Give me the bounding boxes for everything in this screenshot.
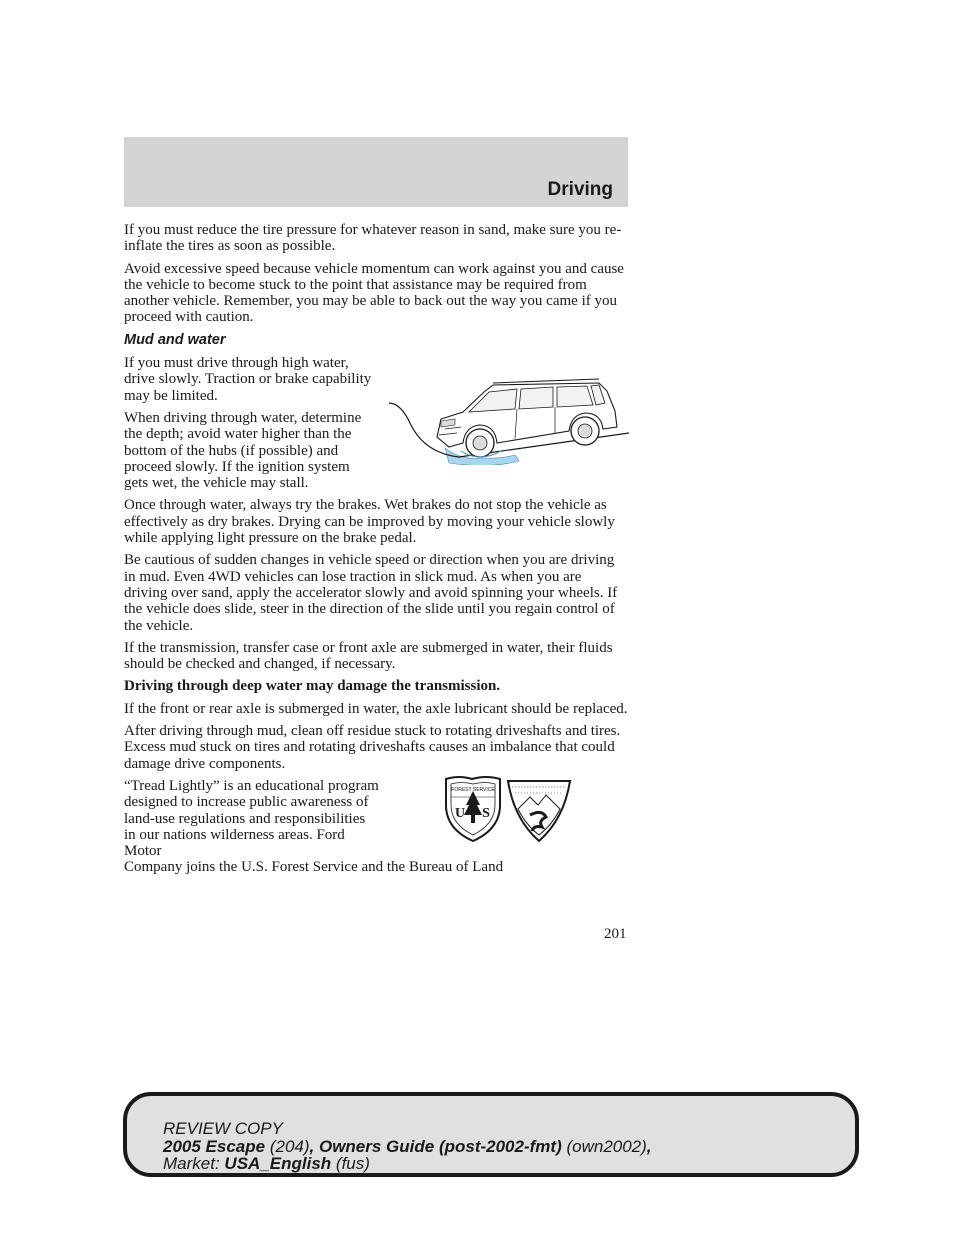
forest-service-shield-icon <box>446 777 500 841</box>
paragraph-axle-lubricant: If the front or rear axle is submerged in water, the axle lubricant should be replaced. <box>124 700 628 717</box>
tread-lightly-block <box>124 778 628 859</box>
footer-model: 2005 Escape <box>163 1136 266 1156</box>
section-title: Driving <box>547 179 613 200</box>
footer-market-label: Market: <box>163 1154 220 1173</box>
footer-market-line <box>163 1155 652 1173</box>
section-header-band <box>124 137 628 207</box>
page-content <box>124 222 628 876</box>
footer-review-copy: REVIEW COPY <box>163 1119 283 1138</box>
paragraph-try-brakes: Once through water, always try the brakes. Wet brakes do not stop the vehicle as effectively as dry brakes. Drying can be improved by moving your vehicle slowly while applying light pressure on the brake pedal. <box>124 497 615 547</box>
footer-text <box>163 1120 652 1173</box>
footer-market-code: (fus) <box>335 1154 370 1173</box>
subheading-mud-and-water: Mud and water <box>124 331 226 348</box>
agency-logos <box>442 775 574 843</box>
paragraph-water-depth: When driving through water, determine the depth; avoid water higher than the bottom of the hubs (if possible) and proceed slowly. If the ignition system gets wet, the vehicle may stall. <box>124 409 362 492</box>
forest-service-letter-u: U <box>454 805 466 821</box>
forest-service-letter-s: S <box>482 805 490 821</box>
bureau-of-land-management-icon <box>508 781 570 841</box>
warning-deep-water: Driving through deep water may damage the transmission. <box>124 678 501 695</box>
suv-in-water-illustration <box>389 365 629 465</box>
footer-model-code: (204) <box>269 1136 310 1156</box>
paragraph-high-water: If you must drive through high water, drive slowly. Traction or brake capability may be limited. <box>124 355 372 404</box>
review-copy-footer <box>123 1092 859 1177</box>
paragraph-avoid-speed: Avoid excessive speed because vehicle momentum can work against you and cause the vehicle to become stuck to the point that assistance may be required from another vehicle. Remember, you may be able to back out the way you came if you proceed with caution. <box>124 260 624 326</box>
paragraph-mud-caution: Be cautious of sudden changes in vehicle speed or direction when you are driving in mud. Even 4WD vehicles can lose traction in slick mud. As when you are driving over sand, apply the accelerator slowly and avoid spinning your wheels. If the vehicle does slide, steer in the direction of the slide until you regain control of the vehicle. <box>124 552 618 634</box>
footer-model-line: 2005 Escape (204), Owners Guide (post-2002-fmt) (own2002), <box>163 1136 652 1156</box>
water-driving-block <box>124 355 628 491</box>
page-number: 201 <box>604 926 627 942</box>
footer-guide: Owners Guide (post-2002-fmt) <box>318 1136 562 1156</box>
forest-service-label: FOREST SERVICE <box>451 786 495 793</box>
paragraph-clean-residue: After driving through mud, clean off residue stuck to rotating driveshafts and tires. Excess mud stuck on tires and rotating driveshafts causes an imbalance that could damage drive components. <box>124 723 621 772</box>
paragraph-fluids-check: If the transmission, transfer case or front axle are submerged in water, their fluids should be checked and changed, if necessary. <box>124 639 613 673</box>
footer-guide-code: (own2002) <box>566 1136 647 1156</box>
paragraph-tire-pressure: If you must reduce the tire pressure for whatever reason in sand, make sure you re-inflate the tires as soon as possible. <box>124 222 622 255</box>
paragraph-tread-lightly-continued: Company joins the U.S. Forest Service and the Bureau of Land <box>124 859 504 876</box>
paragraph-tread-lightly: “Tread Lightly” is an educational program designed to increase public awareness of land-use regulations and responsibilities in our nations wilderness areas. Ford Motor <box>124 777 379 860</box>
footer-market: USA_English <box>224 1154 332 1173</box>
